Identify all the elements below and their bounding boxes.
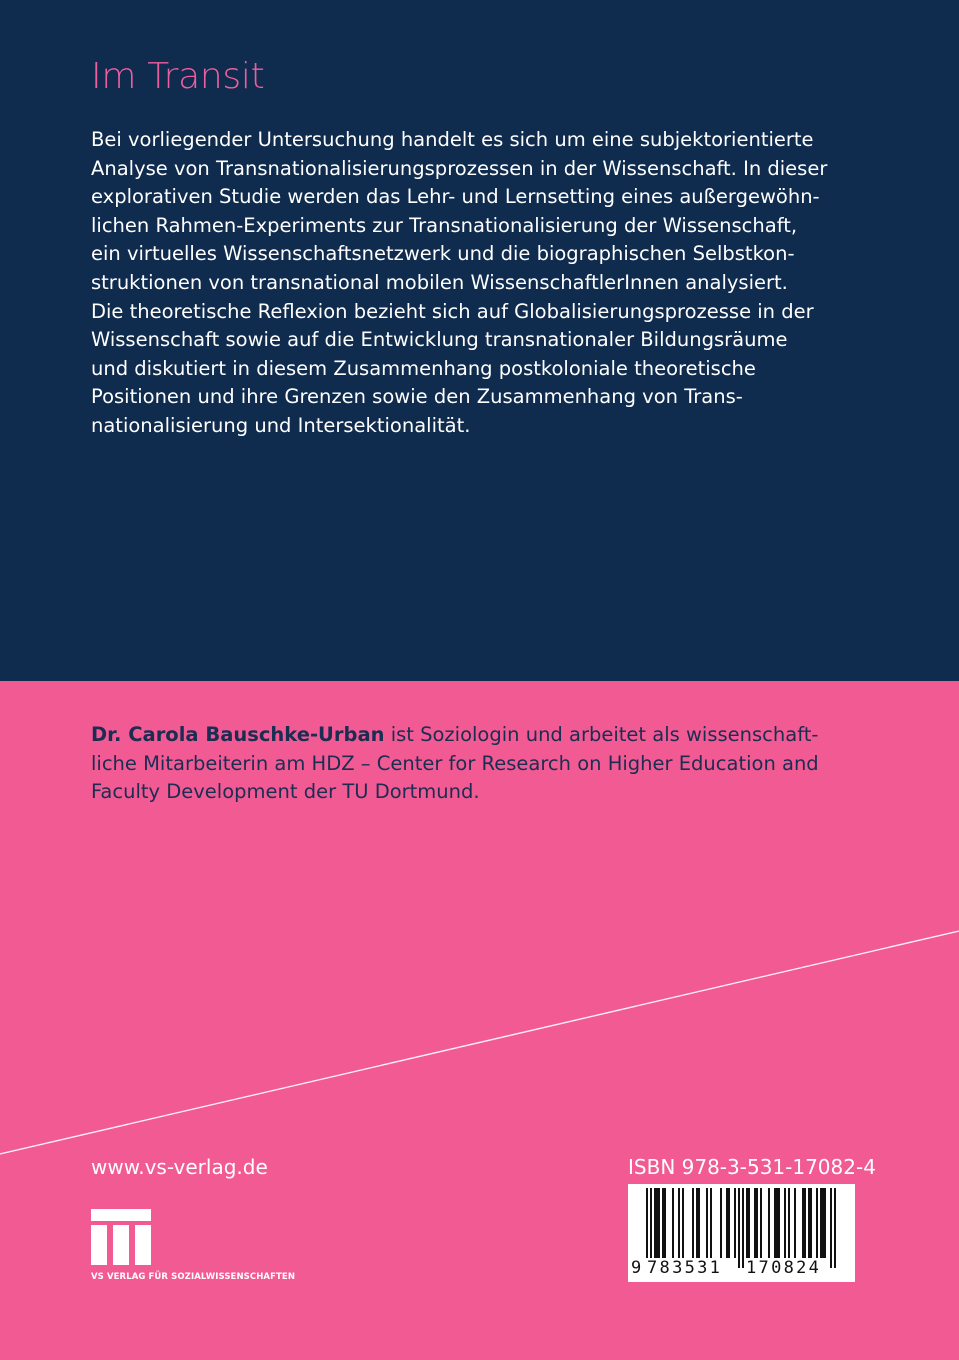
barcode-bar <box>774 1188 776 1258</box>
author-bio-text: ist Soziologin und arbeitet als wissenschaft- <box>384 723 819 746</box>
blurb-line: Die theoretische Reflexion bezieht sich auf Globalisierungsprozesse in der <box>91 299 814 323</box>
author-bio-line <box>91 721 881 750</box>
blurb-line: Wissenschaft sowie auf die Entwicklung transnationaler Bildungsräume <box>91 328 788 352</box>
barcode-bar <box>820 1188 822 1258</box>
barcode-digits-left: 783531 <box>647 1258 723 1278</box>
barcode-bar <box>696 1188 698 1258</box>
barcode-bar <box>816 1188 818 1258</box>
barcode-digits <box>628 1256 855 1280</box>
barcode-bar <box>746 1188 748 1258</box>
barcode-bar <box>706 1188 708 1258</box>
barcode-bar <box>802 1188 804 1258</box>
barcode-bar <box>720 1188 722 1258</box>
barcode-bar <box>728 1188 730 1258</box>
barcode-bar <box>726 1188 728 1258</box>
barcode-bar <box>768 1188 770 1258</box>
blurb-line: und diskutiert in diesem Zusammenhang postkoloniale theoretische <box>91 356 756 380</box>
author-bio <box>91 721 881 807</box>
barcode-digit-first: 9 <box>631 1258 642 1278</box>
blurb-line: Positionen und ihre Grenzen sowie den Zusammenhang von Trans- <box>91 385 743 409</box>
isbn-barcode <box>628 1184 855 1282</box>
blurb-line: struktionen von transnational mobilen WissenschaftlerInnen analysiert. <box>91 270 788 294</box>
barcode-bar <box>760 1188 762 1258</box>
barcode-bar <box>664 1188 666 1258</box>
barcode-bar <box>734 1188 736 1258</box>
barcode-bar <box>804 1188 806 1258</box>
author-name: Dr. Carola Bauschke-Urban <box>91 723 385 746</box>
blurb-line: explorativen Studie werden das Lehr- und Lernsetting eines außergewöhn- <box>91 185 820 209</box>
barcode-bar <box>656 1188 658 1258</box>
barcode-bar <box>710 1188 712 1258</box>
author-section <box>0 681 959 1360</box>
blurb-line: nationalisierung und Intersektionalität. <box>91 413 471 437</box>
barcode-bar <box>662 1188 664 1258</box>
barcode-bar <box>748 1188 750 1258</box>
author-bio-line: liche Mitarbeiterin am HDZ – Center for Research on Higher Education and <box>91 751 819 775</box>
blurb-line: ein virtuelles Wissenschaftsnetzwerk und die biographischen Selbstkon- <box>91 242 795 266</box>
barcode-bar <box>778 1188 780 1258</box>
barcode-bar <box>776 1188 778 1258</box>
isbn-label: ISBN 978-3-531-17082-4 <box>628 1155 876 1179</box>
barcode-bar <box>784 1188 786 1258</box>
barcode-bar <box>658 1188 660 1258</box>
blurb-line: Analyse von Transnationalisierungsprozessen in der Wissenschaft. In dieser <box>91 156 828 180</box>
barcode-bar <box>824 1188 826 1258</box>
barcode-bar <box>692 1188 694 1258</box>
publisher-url[interactable]: www.vs-verlag.de <box>91 1155 268 1179</box>
barcode-bar <box>788 1188 790 1258</box>
barcode-bar <box>808 1188 810 1258</box>
barcode-bar <box>756 1188 758 1258</box>
vs-verlag-logo-icon <box>91 1209 151 1265</box>
barcode-digits-right: 170824 <box>746 1258 822 1278</box>
blurb-line: lichen Rahmen-Experiments zur Transnationalisierung der Wissenschaft, <box>91 213 798 237</box>
barcode-bar <box>698 1188 700 1258</box>
barcode-bar <box>822 1188 824 1258</box>
barcode-bar <box>794 1188 796 1258</box>
barcode-bar <box>682 1188 684 1258</box>
book-title: Im Transit <box>91 56 265 97</box>
barcode-bar <box>810 1188 812 1258</box>
barcode-bar <box>672 1188 674 1258</box>
publisher-name: VS VERLAG FÜR SOZIALWISSENSCHAFTEN <box>91 1272 296 1282</box>
barcode-bar <box>754 1188 756 1258</box>
author-bio-line: Faculty Development der TU Dortmund. <box>91 780 480 804</box>
book-blurb <box>91 126 881 441</box>
barcode-bar <box>654 1188 656 1258</box>
blurb-line: Bei vorliegender Untersuchung handelt es sich um eine subjektorientierte <box>91 128 814 151</box>
barcode-bar <box>678 1188 680 1258</box>
